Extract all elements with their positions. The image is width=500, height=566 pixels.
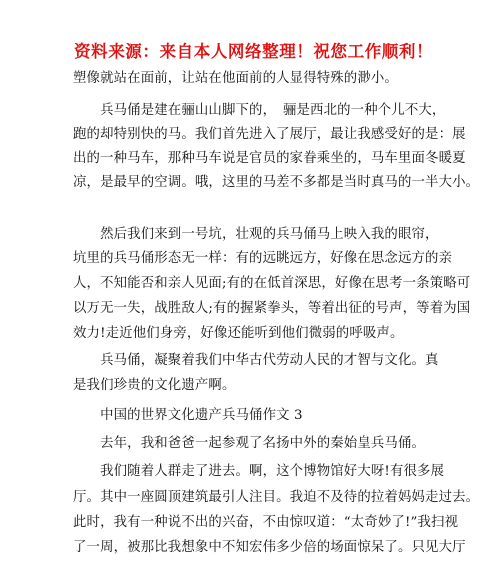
body-line: 人，不知能否和亲人见面;有的在低首深思，好像在思考一条策略可	[73, 276, 471, 291]
body-line: 此时，我有一种说不出的兴奋，不由惊叹道：“太奇妙了!”我扫视	[73, 515, 459, 530]
body-line: 我们随着人群走了进去。啊，这个博物馆好大呀!有很多展	[73, 464, 445, 479]
body-line: 效力!走近他们身旁，好像还能听到他们微弱的呼吸声。	[73, 326, 404, 341]
section-title: 中国的世界文化遗产兵马俑作文 3	[73, 408, 303, 423]
body-line: 兵马俑是建在骊山山脚下的， 骊是西北的一种个儿不大，	[73, 103, 446, 118]
source-header: 资料来源：来自本人网络整理！祝您工作顺利！	[74, 42, 434, 61]
body-line: 去年，我和爸爸一起参观了名扬中外的秦始皇兵马俑。	[73, 436, 426, 451]
body-line: 跑的却特别快的马。我们首先进入了展厅，最让我感受好的是：展	[73, 127, 466, 142]
body-line: 塑像就站在面前，让站在他面前的人显得特殊的渺小。	[73, 71, 398, 86]
body-line: 然后我们来到一号坑，壮观的兵马俑马上映入我的眼帘，	[73, 227, 439, 242]
body-line: 以万无一失，战胜敌人;有的握紧拳头，等着出征的号声，等着为国	[73, 301, 471, 316]
body-line: 是我们珍贵的文化遗产啊。	[73, 378, 236, 393]
body-line: 了一周，被那比我想象中不知宏伟多少倍的场面惊呆了。只见大厅	[73, 540, 466, 555]
body-line: 出的一种马车，那种马车说是官员的家眷乘坐的，马车里面冬暖夏	[73, 151, 466, 166]
body-line: 凉，是最早的空调。哦，这里的马差不多都是当时真马的一半大小。	[73, 175, 480, 190]
body-line: 厅。其中一座圆顶建筑最引人注目。我迫不及待的拉着妈妈走过去。	[73, 490, 480, 505]
body-line: 兵马俑，凝聚着我们中华古代劳动人民的才智与文化。真	[73, 353, 439, 368]
body-line: 坑里的兵马俑形态无一样：有的远眺远方，好像在思念远方的亲	[73, 251, 453, 266]
